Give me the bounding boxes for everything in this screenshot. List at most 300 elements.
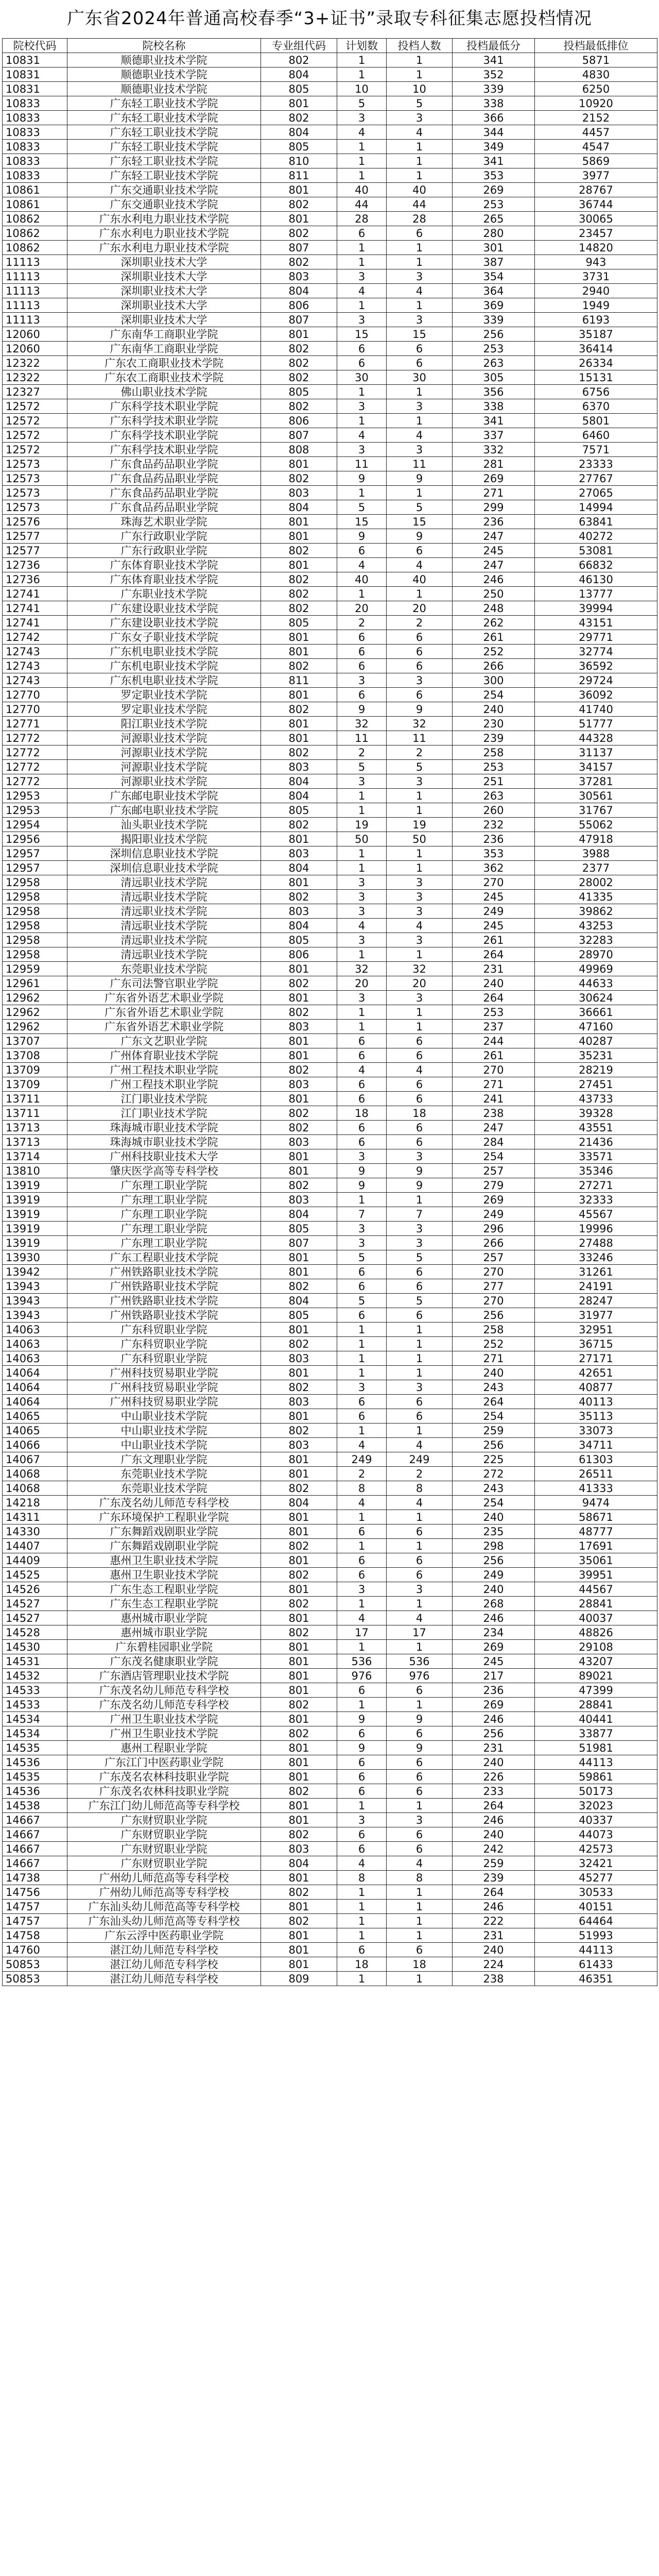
- cell-min-rank: 34711: [535, 1438, 657, 1452]
- cell-min-rank: 6460: [535, 428, 657, 443]
- table-row: [3, 947, 657, 962]
- cell-school-code: 10862: [3, 212, 67, 226]
- cell-school-code: 12322: [3, 356, 67, 370]
- cell-min-score: 259: [453, 1423, 535, 1438]
- cell-min-rank: 49969: [535, 962, 657, 976]
- cell-admit-count: 1: [387, 154, 453, 168]
- cell-admit-count: 30: [387, 370, 453, 385]
- cell-admit-count: 3: [387, 399, 453, 414]
- cell-group-code: 802: [261, 1568, 337, 1582]
- cell-min-rank: 39994: [535, 601, 657, 616]
- cell-group-code: 802: [261, 1380, 337, 1395]
- cell-school-name: 湛江幼儿师范专科学校: [67, 1943, 261, 1957]
- cell-min-score: 352: [453, 67, 535, 82]
- cell-min-rank: 23333: [535, 457, 657, 471]
- cell-school-code: 12961: [3, 976, 67, 991]
- table-row: [3, 1943, 657, 1957]
- cell-group-code: 802: [261, 572, 337, 587]
- cell-group-code: 802: [261, 1784, 337, 1799]
- cell-group-code: 802: [261, 1597, 337, 1611]
- table-row: [3, 673, 657, 688]
- cell-admit-count: 6: [387, 1726, 453, 1741]
- cell-min-score: 240: [453, 976, 535, 991]
- cell-group-code: 802: [261, 1423, 337, 1438]
- cell-plan-count: 6: [337, 1034, 387, 1048]
- cell-plan-count: 6: [337, 1265, 387, 1279]
- cell-min-score: 263: [453, 356, 535, 370]
- cell-admit-count: 2: [387, 616, 453, 630]
- header-col-admit-count: 投档人数: [387, 39, 453, 53]
- cell-min-score: 230: [453, 717, 535, 731]
- cell-group-code: 802: [261, 1121, 337, 1135]
- cell-min-score: 268: [453, 1597, 535, 1611]
- cell-school-code: 14667: [3, 1842, 67, 1856]
- cell-plan-count: 40: [337, 572, 387, 587]
- cell-school-name: 广东南华工商职业学院: [67, 342, 261, 356]
- cell-plan-count: 6: [337, 1524, 387, 1539]
- cell-admit-count: 1: [387, 1366, 453, 1380]
- cell-admit-count: 4: [387, 125, 453, 140]
- cell-min-rank: 63841: [535, 515, 657, 529]
- cell-school-name: 东莞职业技术学院: [67, 1481, 261, 1496]
- cell-school-code: 14667: [3, 1856, 67, 1871]
- cell-plan-count: 15: [337, 327, 387, 342]
- cell-school-code: 14064: [3, 1366, 67, 1380]
- cell-min-rank: 34157: [535, 760, 657, 774]
- cell-plan-count: 11: [337, 457, 387, 471]
- cell-school-name: 肇庆医学高等专科学校: [67, 1164, 261, 1178]
- cell-min-score: 270: [453, 875, 535, 890]
- cell-plan-count: 10: [337, 82, 387, 96]
- cell-min-rank: 40272: [535, 529, 657, 544]
- cell-min-score: 260: [453, 803, 535, 818]
- cell-group-code: 805: [261, 82, 337, 96]
- cell-min-rank: 53081: [535, 544, 657, 558]
- table-row: [3, 168, 657, 183]
- cell-plan-count: 1: [337, 1351, 387, 1366]
- cell-plan-count: 1: [337, 1005, 387, 1020]
- cell-min-score: 341: [453, 154, 535, 168]
- cell-group-code: 804: [261, 67, 337, 82]
- cell-school-code: 12576: [3, 515, 67, 529]
- cell-admit-count: 44: [387, 197, 453, 212]
- table-row: [3, 1481, 657, 1496]
- cell-school-code: 12771: [3, 717, 67, 731]
- table-row: [3, 890, 657, 904]
- cell-min-rank: 44113: [535, 1755, 657, 1770]
- cell-plan-count: 19: [337, 818, 387, 832]
- cell-min-score: 257: [453, 1164, 535, 1178]
- cell-plan-count: 18: [337, 1106, 387, 1121]
- cell-school-code: 12957: [3, 846, 67, 861]
- cell-admit-count: 1: [387, 1193, 453, 1207]
- cell-admit-count: 1: [387, 1928, 453, 1943]
- cell-min-score: 353: [453, 846, 535, 861]
- table-row: [3, 370, 657, 385]
- cell-school-name: 广州体育职业技术学院: [67, 1048, 261, 1063]
- cell-school-name: 广东茂名幼儿师范专科学校: [67, 1698, 261, 1712]
- cell-group-code: 801: [261, 1164, 337, 1178]
- cell-min-rank: 36092: [535, 688, 657, 702]
- cell-group-code: 802: [261, 255, 337, 269]
- cell-plan-count: 3: [337, 991, 387, 1005]
- cell-school-code: 14530: [3, 1640, 67, 1654]
- cell-min-score: 247: [453, 529, 535, 544]
- cell-min-score: 266: [453, 659, 535, 673]
- cell-plan-count: 1: [337, 1900, 387, 1914]
- cell-school-name: 广东农工商职业技术学院: [67, 370, 261, 385]
- cell-admit-count: 1: [387, 385, 453, 399]
- cell-admit-count: 1: [387, 486, 453, 500]
- cell-admit-count: 4: [387, 284, 453, 298]
- cell-school-code: 14756: [3, 1885, 67, 1900]
- cell-school-name: 珠海城市职业技术学院: [67, 1121, 261, 1135]
- cell-min-rank: 19996: [535, 1222, 657, 1236]
- cell-school-code: 13930: [3, 1250, 67, 1265]
- cell-admit-count: 3: [387, 875, 453, 890]
- cell-admit-count: 976: [387, 1669, 453, 1683]
- cell-admit-count: 1: [387, 255, 453, 269]
- cell-min-rank: 40037: [535, 1611, 657, 1625]
- table-row: [3, 226, 657, 241]
- table-row: [3, 1149, 657, 1164]
- cell-admit-count: 5: [387, 96, 453, 111]
- header-col-plan-count: 计划数: [337, 39, 387, 53]
- table-row: [3, 529, 657, 544]
- cell-school-code: 14409: [3, 1553, 67, 1568]
- cell-admit-count: 40: [387, 183, 453, 197]
- cell-admit-count: 11: [387, 457, 453, 471]
- cell-min-score: 269: [453, 1640, 535, 1654]
- cell-min-rank: 48826: [535, 1625, 657, 1640]
- cell-min-score: 254: [453, 1409, 535, 1423]
- table-row: [3, 1423, 657, 1438]
- cell-admit-count: 4: [387, 1496, 453, 1510]
- cell-admit-count: 1: [387, 1510, 453, 1524]
- cell-school-name: 广东科贸职业学院: [67, 1337, 261, 1351]
- cell-school-name: 广东轻工职业技术学院: [67, 96, 261, 111]
- cell-admit-count: 6: [387, 1135, 453, 1149]
- cell-min-score: 245: [453, 544, 535, 558]
- table-row: [3, 544, 657, 558]
- cell-min-score: 237: [453, 1020, 535, 1034]
- cell-group-code: 802: [261, 1481, 337, 1496]
- cell-admit-count: 249: [387, 1452, 453, 1467]
- cell-school-code: 14667: [3, 1827, 67, 1842]
- cell-plan-count: 4: [337, 1438, 387, 1452]
- cell-min-score: 236: [453, 1683, 535, 1698]
- table-row: [3, 616, 657, 630]
- cell-group-code: 803: [261, 1842, 337, 1856]
- cell-group-code: 801: [261, 1092, 337, 1106]
- header-col-min-rank: 投档最低排位: [535, 39, 657, 53]
- cell-plan-count: 6: [337, 544, 387, 558]
- cell-plan-count: 536: [337, 1654, 387, 1669]
- cell-min-rank: 1949: [535, 298, 657, 313]
- cell-school-code: 14067: [3, 1452, 67, 1467]
- cell-min-rank: 27171: [535, 1351, 657, 1366]
- cell-min-score: 243: [453, 1481, 535, 1496]
- table-row: [3, 1193, 657, 1207]
- cell-group-code: 803: [261, 1077, 337, 1092]
- table-row: [3, 1871, 657, 1885]
- cell-min-score: 249: [453, 1207, 535, 1222]
- cell-group-code: 801: [261, 1250, 337, 1265]
- cell-admit-count: 1: [387, 67, 453, 82]
- cell-admit-count: 3: [387, 1236, 453, 1250]
- cell-school-name: 广东轻工职业技术学院: [67, 154, 261, 168]
- cell-school-name: 广东南华工商职业学院: [67, 327, 261, 342]
- cell-min-rank: 27271: [535, 1178, 657, 1193]
- cell-min-rank: 35346: [535, 1164, 657, 1178]
- cell-min-rank: 36715: [535, 1337, 657, 1351]
- cell-school-name: 广东省外语艺术职业学院: [67, 1020, 261, 1034]
- table-row: [3, 385, 657, 399]
- cell-group-code: 802: [261, 1005, 337, 1020]
- cell-plan-count: 3: [337, 111, 387, 125]
- cell-admit-count: 3: [387, 111, 453, 125]
- table-row: [3, 1005, 657, 1020]
- table-row: [3, 1914, 657, 1928]
- cell-school-name: 深圳职业技术大学: [67, 255, 261, 269]
- cell-plan-count: 6: [337, 1943, 387, 1957]
- cell-min-rank: 55062: [535, 818, 657, 832]
- cell-min-rank: 5869: [535, 154, 657, 168]
- cell-plan-count: 6: [337, 1827, 387, 1842]
- cell-admit-count: 5: [387, 1294, 453, 1308]
- table-row: [3, 1755, 657, 1770]
- cell-school-code: 10861: [3, 197, 67, 212]
- cell-min-score: 240: [453, 1943, 535, 1957]
- cell-plan-count: 6: [337, 645, 387, 659]
- cell-plan-count: 1: [337, 1640, 387, 1654]
- cell-group-code: 806: [261, 947, 337, 962]
- cell-group-code: 804: [261, 919, 337, 933]
- cell-plan-count: 6: [337, 1755, 387, 1770]
- cell-plan-count: 3: [337, 1222, 387, 1236]
- table-row: [3, 1121, 657, 1135]
- cell-school-name: 广州工程技术职业学院: [67, 1077, 261, 1092]
- cell-min-rank: 44328: [535, 731, 657, 745]
- cell-group-code: 802: [261, 399, 337, 414]
- table-row: [3, 269, 657, 284]
- cell-admit-count: 6: [387, 1395, 453, 1409]
- cell-min-rank: 28767: [535, 183, 657, 197]
- cell-group-code: 802: [261, 702, 337, 717]
- cell-admit-count: 6: [387, 1842, 453, 1856]
- cell-group-code: 801: [261, 1323, 337, 1337]
- cell-group-code: 801: [261, 1669, 337, 1683]
- cell-group-code: 801: [261, 717, 337, 731]
- cell-group-code: 804: [261, 861, 337, 875]
- cell-school-code: 12959: [3, 962, 67, 976]
- cell-min-rank: 7571: [535, 443, 657, 457]
- cell-admit-count: 6: [387, 342, 453, 356]
- cell-min-rank: 14994: [535, 500, 657, 515]
- cell-school-code: 14528: [3, 1625, 67, 1640]
- cell-group-code: 801: [261, 1799, 337, 1813]
- cell-min-rank: 61433: [535, 1957, 657, 1972]
- cell-school-name: 广东生态工程职业学院: [67, 1582, 261, 1597]
- cell-min-rank: 28219: [535, 1063, 657, 1077]
- cell-school-name: 广东酒店管理职业技术学院: [67, 1669, 261, 1683]
- cell-plan-count: 20: [337, 976, 387, 991]
- cell-school-name: 河源职业技术学院: [67, 731, 261, 745]
- cell-min-rank: 3988: [535, 846, 657, 861]
- table-row: [3, 774, 657, 789]
- cell-min-score: 253: [453, 342, 535, 356]
- cell-school-code: 12573: [3, 486, 67, 500]
- cell-min-score: 338: [453, 399, 535, 414]
- cell-admit-count: 6: [387, 688, 453, 702]
- cell-admit-count: 1: [387, 861, 453, 875]
- cell-min-score: 261: [453, 933, 535, 947]
- cell-school-name: 广东江门中医药职业学院: [67, 1755, 261, 1770]
- cell-school-name: 深圳信息职业技术学院: [67, 846, 261, 861]
- cell-group-code: 801: [261, 457, 337, 471]
- cell-min-rank: 47160: [535, 1020, 657, 1034]
- table-row: [3, 1337, 657, 1351]
- cell-min-rank: 35187: [535, 327, 657, 342]
- cell-plan-count: 1: [337, 846, 387, 861]
- cell-min-rank: 29771: [535, 630, 657, 645]
- cell-admit-count: 1: [387, 168, 453, 183]
- cell-group-code: 807: [261, 428, 337, 443]
- table-row: [3, 111, 657, 125]
- cell-plan-count: 1: [337, 1698, 387, 1712]
- cell-school-code: 14063: [3, 1337, 67, 1351]
- cell-min-score: 246: [453, 572, 535, 587]
- cell-admit-count: 3: [387, 443, 453, 457]
- table-row: [3, 428, 657, 443]
- cell-min-rank: 4547: [535, 140, 657, 154]
- cell-group-code: 804: [261, 1496, 337, 1510]
- cell-plan-count: 1: [337, 385, 387, 399]
- table-row: [3, 399, 657, 414]
- cell-school-code: 13709: [3, 1077, 67, 1092]
- table-row: [3, 1928, 657, 1943]
- cell-min-rank: 43151: [535, 616, 657, 630]
- cell-school-name: 广东碧桂园职业学院: [67, 1640, 261, 1654]
- cell-group-code: 801: [261, 1813, 337, 1827]
- cell-plan-count: 30: [337, 370, 387, 385]
- cell-admit-count: 1: [387, 1900, 453, 1914]
- cell-plan-count: 1: [337, 1193, 387, 1207]
- cell-min-score: 301: [453, 241, 535, 255]
- cell-plan-count: 6: [337, 1092, 387, 1106]
- cell-min-score: 356: [453, 385, 535, 399]
- cell-school-code: 14063: [3, 1323, 67, 1337]
- cell-school-name: 广州铁路职业技术学院: [67, 1308, 261, 1323]
- cell-min-score: 231: [453, 1928, 535, 1943]
- cell-min-score: 236: [453, 832, 535, 846]
- cell-school-code: 13711: [3, 1092, 67, 1106]
- cell-plan-count: 3: [337, 904, 387, 919]
- cell-min-score: 258: [453, 745, 535, 760]
- cell-min-score: 252: [453, 1337, 535, 1351]
- cell-admit-count: 3: [387, 1380, 453, 1395]
- cell-plan-count: 1: [337, 1423, 387, 1438]
- cell-school-code: 10833: [3, 168, 67, 183]
- cell-min-score: 264: [453, 1885, 535, 1900]
- cell-admit-count: 6: [387, 1553, 453, 1568]
- cell-plan-count: 6: [337, 1842, 387, 1856]
- cell-min-score: 284: [453, 1135, 535, 1149]
- table-row: [3, 443, 657, 457]
- cell-plan-count: 7: [337, 1207, 387, 1222]
- table-row: [3, 976, 657, 991]
- cell-group-code: 801: [261, 1654, 337, 1669]
- cell-group-code: 802: [261, 745, 337, 760]
- cell-admit-count: 6: [387, 1308, 453, 1323]
- cell-min-rank: 26511: [535, 1467, 657, 1481]
- cell-min-rank: 3977: [535, 168, 657, 183]
- cell-group-code: 805: [261, 933, 337, 947]
- cell-group-code: 802: [261, 1698, 337, 1712]
- cell-min-rank: 33877: [535, 1726, 657, 1741]
- cell-school-name: 广东江门幼儿师范高等专科学校: [67, 1799, 261, 1813]
- cell-min-rank: 40113: [535, 1395, 657, 1409]
- cell-school-name: 清远职业技术学院: [67, 875, 261, 890]
- cell-min-rank: 45277: [535, 1871, 657, 1885]
- table-row: [3, 1323, 657, 1337]
- cell-school-code: 14536: [3, 1784, 67, 1799]
- cell-admit-count: 6: [387, 1568, 453, 1582]
- cell-min-rank: 29724: [535, 673, 657, 688]
- cell-school-name: 广东行政职业学院: [67, 529, 261, 544]
- cell-school-code: 14532: [3, 1669, 67, 1683]
- cell-admit-count: 1: [387, 298, 453, 313]
- cell-group-code: 802: [261, 1885, 337, 1900]
- cell-admit-count: 4: [387, 428, 453, 443]
- cell-group-code: 802: [261, 1337, 337, 1351]
- table-row: [3, 471, 657, 486]
- table-row: [3, 572, 657, 587]
- cell-min-score: 253: [453, 1005, 535, 1020]
- cell-admit-count: 1: [387, 1885, 453, 1900]
- table-row: [3, 1135, 657, 1149]
- table-row: [3, 1063, 657, 1077]
- cell-admit-count: 19: [387, 818, 453, 832]
- cell-school-code: 12958: [3, 947, 67, 962]
- header-col-school-code: 院校代码: [3, 39, 67, 53]
- cell-admit-count: 6: [387, 1524, 453, 1539]
- cell-admit-count: 6: [387, 1770, 453, 1784]
- cell-school-name: 广东轻工职业技术学院: [67, 111, 261, 125]
- cell-school-name: 广州铁路职业技术学院: [67, 1279, 261, 1294]
- cell-school-code: 14065: [3, 1409, 67, 1423]
- cell-school-name: 广东生态工程职业学院: [67, 1597, 261, 1611]
- cell-school-name: 广东茂名农林科技职业学院: [67, 1784, 261, 1799]
- cell-plan-count: 1: [337, 1323, 387, 1337]
- cell-school-code: 14065: [3, 1423, 67, 1438]
- cell-school-code: 14068: [3, 1481, 67, 1496]
- cell-school-code: 12322: [3, 370, 67, 385]
- cell-min-rank: 44633: [535, 976, 657, 991]
- cell-min-rank: 943: [535, 255, 657, 269]
- table-row: [3, 1092, 657, 1106]
- cell-school-code: 14667: [3, 1813, 67, 1827]
- cell-school-name: 广东农工商职业技术学院: [67, 356, 261, 370]
- cell-min-score: 362: [453, 861, 535, 875]
- cell-school-code: 12741: [3, 601, 67, 616]
- cell-min-rank: 51993: [535, 1928, 657, 1943]
- cell-min-rank: 32283: [535, 933, 657, 947]
- cell-school-name: 河源职业技术学院: [67, 760, 261, 774]
- cell-school-code: 14311: [3, 1510, 67, 1524]
- cell-group-code: 801: [261, 1034, 337, 1048]
- cell-school-code: 13708: [3, 1048, 67, 1063]
